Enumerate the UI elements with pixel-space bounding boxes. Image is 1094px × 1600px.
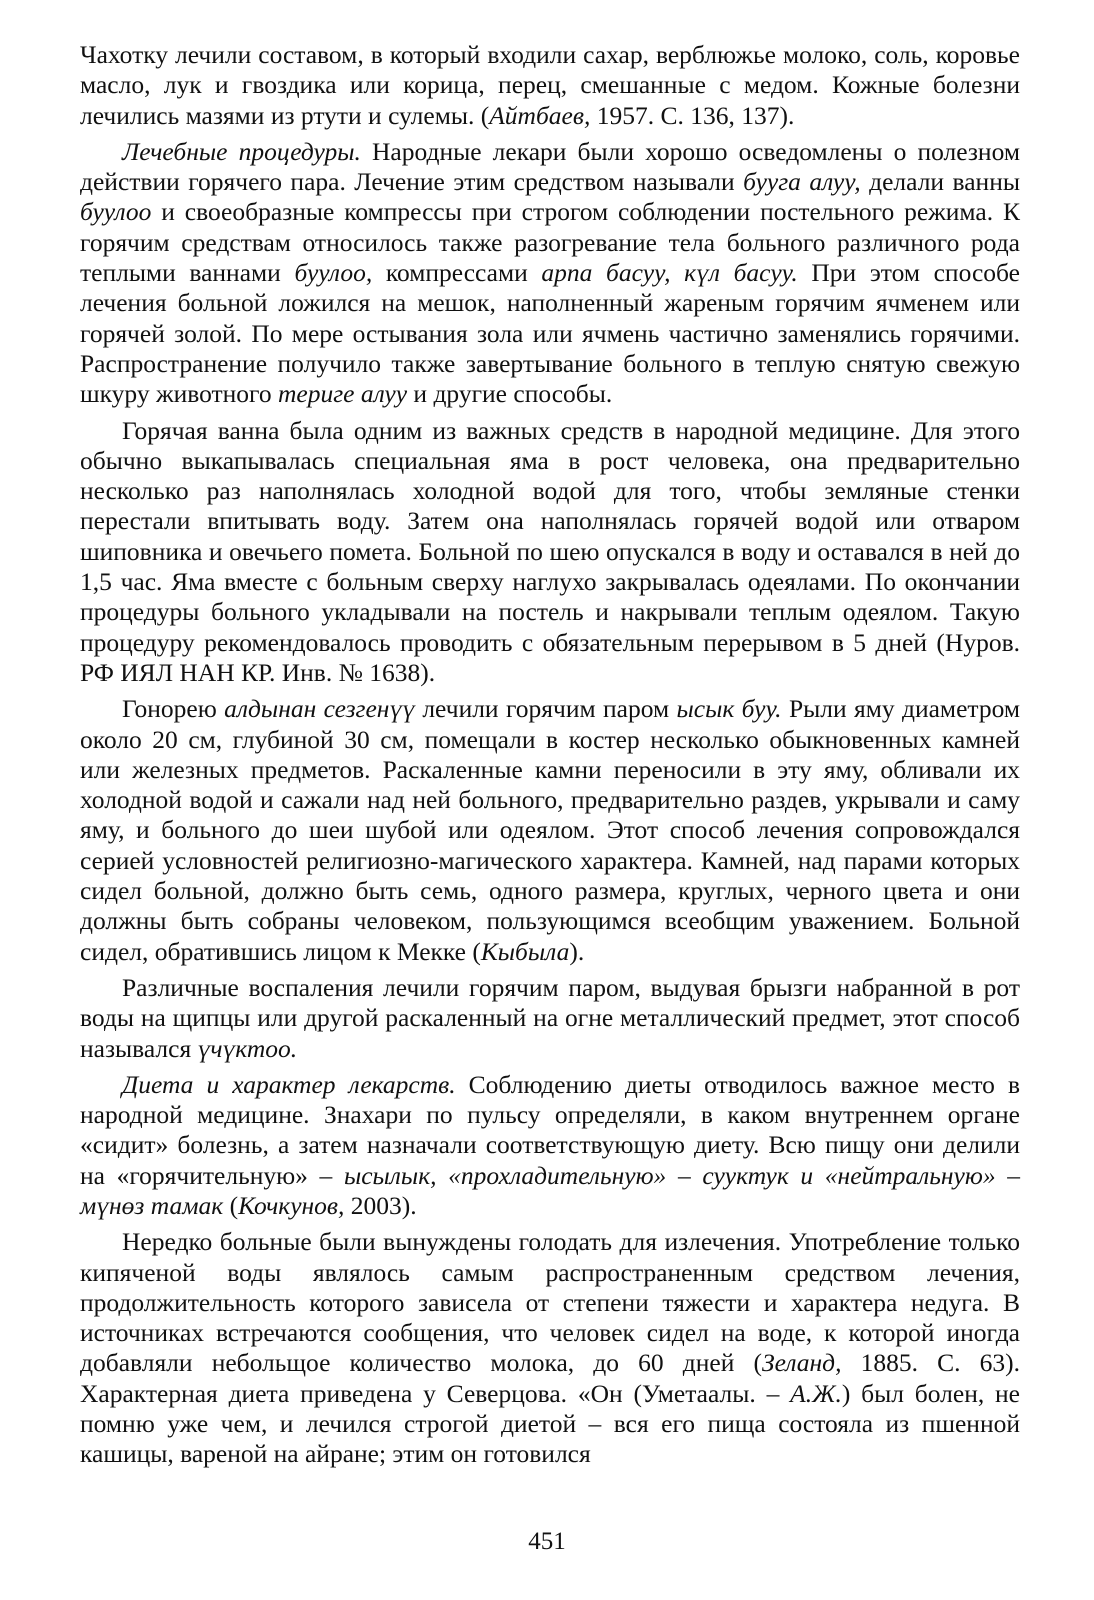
text-run: лечили горячим паром [414, 694, 677, 724]
italic-text: Диета и характер лекарств. [122, 1069, 456, 1099]
text-run: и своеобразные компрессы при строгом соблюдении постельного режима. К горячим средствам относилось также разогревание тела больного различного рода теплыми ваннами [80, 197, 1020, 288]
italic-text: Лечебные процедуры. [122, 136, 361, 166]
paragraph [80, 416, 1020, 689]
text-run: Соблюдению диеты отводилось важное место в народной медицине. Знахари по пульсу определяли, в каком внутреннем органе «сидит» болезнь, а затем назначали соответствующую диету. Всю пищу они делили на «горячительную» – [80, 1069, 1020, 1190]
text-run: ). [569, 936, 585, 966]
paragraph [80, 973, 1020, 1064]
italic-text: буулоо, [294, 258, 373, 288]
italic-text: Зеланд, [762, 1348, 842, 1378]
paragraph [80, 1070, 1020, 1221]
text-run: делали ванны [860, 167, 1020, 197]
italic-text: ысык буу. [676, 694, 782, 724]
italic-text: Айтбаев, [489, 100, 591, 130]
text-run: 2003). [344, 1190, 417, 1220]
italic-text: алдынан сезгенүү [224, 694, 415, 724]
paragraph [80, 137, 1020, 410]
text-run: 1957. С. 136, 137). [590, 100, 795, 130]
italic-text: А.Ж. [790, 1378, 842, 1408]
text-run: Различные воспаления лечили горячим паром, выдувая брызги набранной в рот воды на щипцы или другой раскаленный на огне металлический предмет, этот способ назывался [80, 972, 1020, 1063]
italic-text: буулоо [80, 197, 152, 227]
italic-text: Кочкунов, [238, 1190, 345, 1220]
italic-text: бууга алуу, [743, 167, 861, 197]
text-run: Нередко больные были вынуждены голодать для излечения. Употребление только кипяченой воды являлось самым распространенным средством лечения, продолжительность которого зависела от степени тяжести и характера недуга. В источниках встречаются сообщения, что человек сидел на воде, к которой иногда добавляли небольщое количество молока, до 60 дней ( [80, 1227, 1020, 1378]
italic-text: ысылык, «прохладительную» – сууктук и «нейтральную» – мүнөз тамак [80, 1160, 1020, 1220]
italic-text: Кыбыла [480, 936, 570, 966]
text-run: Народные лекари были хорошо осведомлены о полезном действии горячего пара. Лечение этим средством называли [80, 136, 1020, 197]
paragraph [80, 1227, 1020, 1469]
paragraph [80, 40, 1020, 131]
text-run: ( [223, 1190, 239, 1220]
italic-text: териге алуу [278, 379, 408, 409]
text-run: Чахотку лечили составом, в который входили сахар, верблюжье молоко, соль, коровье масло, лук и гвоздика или корица, перец, смешанные с медом. Кожные болезни лечились мазями из ртути и сулемы. ( [80, 40, 1020, 130]
body-text [80, 40, 1020, 1476]
text-run: При этом способе лечения больной ложился на мешок, наполненный жареным горячим ячменем или горячей золой. По мере остывания зола или ячмень частично заменялись горячими. Распространение получило также завертывание больного в теплую снятую свежую шкуру животного [80, 258, 1020, 409]
text-run: Гонорею [122, 694, 225, 724]
text-run: Рыли яму диаметром около 20 см, глубиной 30 см, помещали в костер несколько обыкновенных камней или железных предметов. Раскаленные камни переносили в эту яму, обливали их холодной водой и сажали над ней больного, предварительно раздев, укрывали и саму яму, и больного до шеи шубой или одеялом. Этот способ лечения сопровождался серией условностей религиозно-магического характера. Камней, над парами которых сидел больной, должно быть семь, одного размера, круглых, черного цвета и они должны быть собраны человеком, пользующимся всеобщим уважением. Больной сидел, обратившись лицом к Мекке ( [80, 694, 1020, 966]
text-run: Горячая ванна была одним из важных средств в народной медицине. Для этого обычно выкапывалась специальная яма в рост человека, она предварительно несколько раз наполнялась холодной водой для того, чтобы земляные стенки перестали впитывать воду. Затем она наполнялась горячей водой или отваром шиповника и овечьего помета. Больной по шею опускался в воду и оставался в ней до 1,5 час. Яма вместе с больным сверху наглухо закрывалась одеялами. По окончании процедуры больного укладывали на постель и накрывали теплым одеялом. Такую процедуру рекомендовалось проводить с обязательным перерывом в 5 дней (Нуров. РФ ИЯЛ НАН КР. Инв. № 1638). [80, 415, 1020, 687]
text-run: компрессами [372, 258, 542, 288]
text-run: и другие способы. [407, 379, 613, 409]
paragraph [80, 694, 1020, 967]
italic-text: арпа басуу, күл басуу. [541, 258, 798, 288]
page-number: 451 [528, 1528, 566, 1555]
italic-text: үчүктоо. [197, 1033, 298, 1063]
text-run: ) был болен, не помню уже чем, и лечился строгой диетой – вся его пища состояла из пшенной кашицы, вареной на айране; этим он готовился [80, 1378, 1020, 1469]
text-run: 1885. С. 63). Характерная диета приведена у Северцова. «Он (Уметаалы. – [80, 1348, 1021, 1408]
